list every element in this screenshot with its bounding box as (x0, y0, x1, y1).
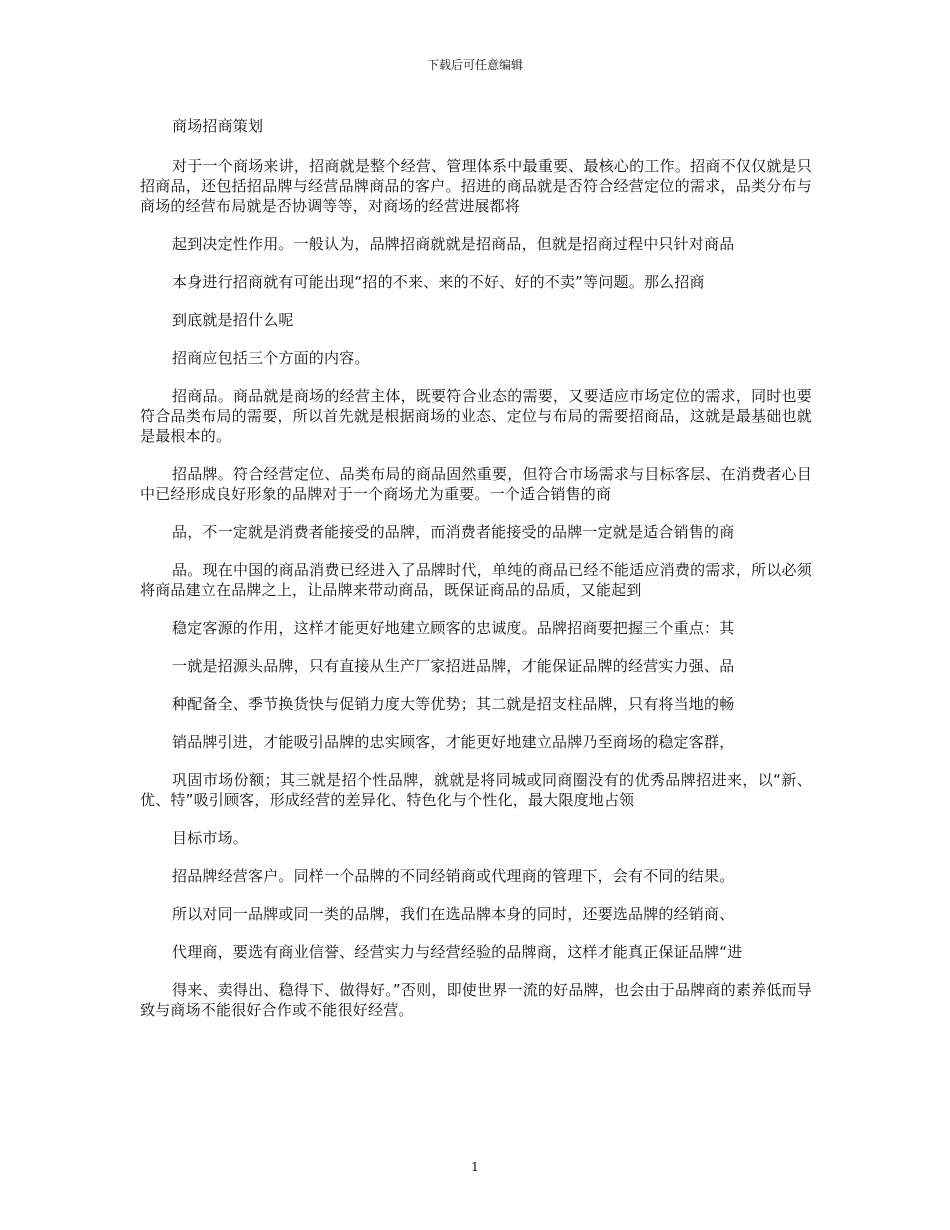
paragraph: 巩固市场份额；其三就是招个性品牌，就就是将同城或同商圈没有的优秀品牌招进来，以“新、优、特”吸引顾客，形成经营的差异化、特色化与个性化，最大限度地占领 (140, 771, 812, 809)
paragraph: 对于一个商场来讲，招商就是整个经营、管理体系中最重要、最核心的工作。招商不仅仅就是只招商品，还包括招品牌与经营品牌商品的客户。招进的商品就是否符合经营定位的需求，品类分布与商场的经营布局就是否协调等等，对商场的经营进展都将 (140, 157, 812, 215)
paragraph: 得来、卖得出、稳得下、做得好。”否则，即使世界一流的好品牌，也会由于品牌商的素养低而导致与商场不能很好合作或不能很好经营。 (140, 981, 812, 1019)
document-title: 商场招商策划 (172, 117, 264, 135)
paragraph: 到底就是招什么呢 (172, 311, 294, 329)
paragraph: 目标市场。 (172, 829, 249, 847)
document-body (140, 116, 812, 1038)
paragraph: 起到决定性作用。一般认为，品牌招商就就是招商品，但就是招商过程中只针对商品 (172, 235, 735, 253)
paragraph: 代理商，要选有商业信誉、经营实力与经营经验的品牌商，这样才能真正保证品牌“进 (172, 943, 743, 961)
paragraph: 招商应包括三个方面的内容。 (172, 349, 370, 367)
paragraph: 稳定客源的作用，这样才能更好地建立顾客的忠诚度。品牌招商要把握三个重点：其 (172, 619, 735, 637)
paragraph: 所以对同一品牌或同一类的品牌，我们在选品牌本身的同时，还要选品牌的经销商、 (172, 905, 735, 923)
paragraph: 招商品。商品就是商场的经营主体，既要符合业态的需要，又要适应市场定位的需求，同时也要符合品类布局的需要，所以首先就是根据商场的业态、定位与布局的需要招商品，这就是最基础也就是最根本的。 (140, 387, 812, 445)
paragraph: 品，不一定就是消费者能接受的品牌，而消费者能接受的品牌一定就是适合销售的商 (172, 523, 735, 541)
paragraph: 招品牌。符合经营定位、品类布局的商品固然重要，但符合市场需求与目标客层、在消费者心目中已经形成良好形象的品牌对于一个商场尤为重要。一个适合销售的商 (140, 465, 812, 503)
paragraph: 一就是招源头品牌，只有直接从生产厂家招进品牌，才能保证品牌的经营实力强、品 (172, 657, 735, 675)
paragraph: 品。现在中国的商品消费已经进入了品牌时代，单纯的商品已经不能适应消费的需求，所以必须将商品建立在品牌之上，让品牌来带动商品，既保证商品的品质，又能起到 (140, 561, 812, 599)
page-header: 下载后可任意编辑 (426, 58, 523, 72)
page-number: 1 (471, 1160, 479, 1174)
paragraph: 招品牌经营客户。同样一个品牌的不同经销商或代理商的管理下，会有不同的结果。 (172, 867, 735, 885)
paragraph: 种配备全、季节换货快与促销力度大等优势；其二就是招支柱品牌，只有将当地的畅 (172, 695, 735, 713)
paragraph: 本身进行招商就有可能出现“招的不来、来的不好、好的不卖”等问题。那么招商 (172, 273, 705, 291)
paragraph: 销品牌引进，才能吸引品牌的忠实顾客，才能更好地建立品牌乃至商场的稳定客群， (172, 733, 735, 751)
